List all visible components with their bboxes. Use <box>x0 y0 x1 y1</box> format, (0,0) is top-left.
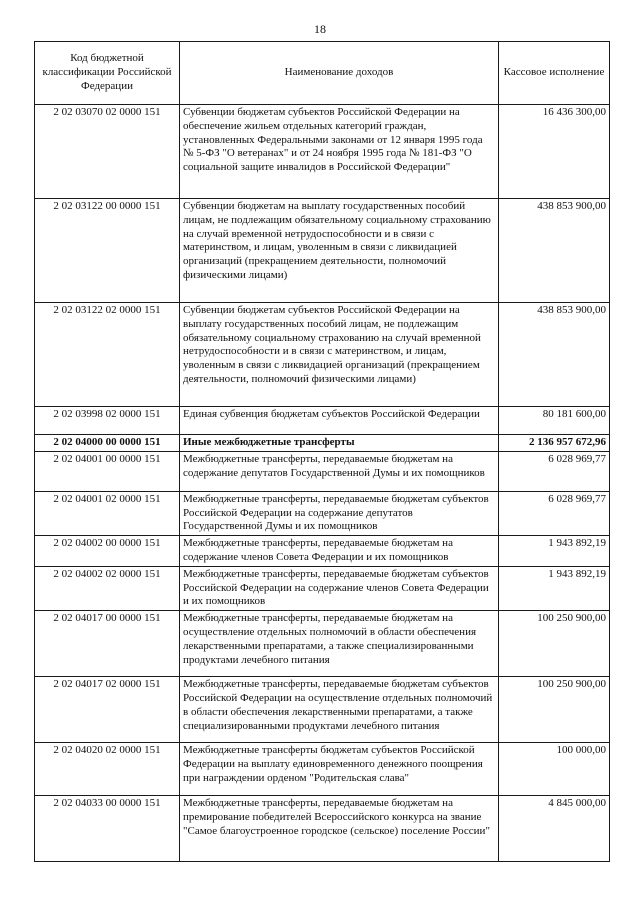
row-name: Межбюджетные трансферты, передаваемые бюджетам на содержание членов Совета Федерации и их помощников <box>180 536 499 567</box>
row-amount: 438 853 900,00 <box>499 303 610 407</box>
row-code: 2 02 04000 00 0000 151 <box>35 435 180 452</box>
table-row <box>35 611 610 677</box>
table-row <box>35 451 610 491</box>
row-name: Единая субвенция бюджетам субъектов Российской Федерации <box>180 407 499 435</box>
row-code: 2 02 03122 00 0000 151 <box>35 199 180 303</box>
row-name: Межбюджетные трансферты бюджетам субъектов Российской Федерации на выплату единовременного денежного поощрения при награждении орденом "Родительская слава" <box>180 743 499 796</box>
table-row <box>35 677 610 743</box>
row-amount: 438 853 900,00 <box>499 199 610 303</box>
row-code: 2 02 03998 02 0000 151 <box>35 407 180 435</box>
row-amount: 1 943 892,19 <box>499 566 610 610</box>
table-row <box>35 536 610 567</box>
table-row <box>35 566 610 610</box>
row-amount: 100 250 900,00 <box>499 611 610 677</box>
row-name: Субвенции бюджетам субъектов Российской Федерации на обеспечение жильем отдельных категорий граждан, установленных Федеральными законами от 12 января 1995 года № 5-ФЗ "О ветеранах" и от 24 ноября 1995 года № 181-ФЗ "О социальной защите инвалидов в Российской Федерации" <box>180 105 499 199</box>
row-code: 2 02 04001 00 0000 151 <box>35 451 180 491</box>
row-name: Межбюджетные трансферты, передаваемые бюджетам субъектов Российской Федерации на содержание членов Совета Федерации и их помощников <box>180 566 499 610</box>
header-code: Код бюджетной классификации Российской Федерации <box>35 42 180 105</box>
table-row <box>35 105 610 199</box>
table-row <box>35 743 610 796</box>
row-name: Иные межбюджетные трансферты <box>180 435 499 452</box>
row-name: Межбюджетные трансферты, передаваемые бюджетам субъектов Российской Федерации на содержание депутатов Государственной Думы и их помощников <box>180 491 499 535</box>
row-code: 2 02 04017 02 0000 151 <box>35 677 180 743</box>
row-amount: 2 136 957 672,96 <box>499 435 610 452</box>
page-number: 18 <box>314 22 326 36</box>
row-amount: 80 181 600,00 <box>499 407 610 435</box>
row-code: 2 02 03070 02 0000 151 <box>35 105 180 199</box>
row-name: Субвенции бюджетам субъектов Российской Федерации на выплату государственных пособий лицам, не подлежащим обязательному социальному страхованию на случай временной нетрудоспособности и в связи с материнством, и лицам, уволенным в связи с ликвидацией организаций (прекращением деятельности, полномочий физическими лицами) <box>180 303 499 407</box>
row-amount: 6 028 969,77 <box>499 451 610 491</box>
row-name: Субвенции бюджетам на выплату государственных пособий лицам, не подлежащим обязательному социальному страхованию на случай временной нетрудоспособности и в связи с материнством, и лицам, уволенным в связи с ликвидацией организаций (прекращением деятельности, полномочий физическими лицами) <box>180 199 499 303</box>
header-amount: Кассовое исполнение <box>499 42 610 105</box>
row-amount: 4 845 000,00 <box>499 796 610 862</box>
table-row <box>35 303 610 407</box>
row-code: 2 02 04002 02 0000 151 <box>35 566 180 610</box>
table-row <box>35 796 610 862</box>
row-amount: 16 436 300,00 <box>499 105 610 199</box>
table-row <box>35 491 610 535</box>
row-code: 2 02 03122 02 0000 151 <box>35 303 180 407</box>
table-row <box>35 435 610 452</box>
row-code: 2 02 04001 02 0000 151 <box>35 491 180 535</box>
row-code: 2 02 04020 02 0000 151 <box>35 743 180 796</box>
table-header-row <box>35 42 610 105</box>
row-name: Межбюджетные трансферты, передаваемые бюджетам субъектов Российской Федерации на осуществление отдельных полномочий в области обеспечения лекарственными препаратами, а также специализированными продуктами лечебного питания <box>180 677 499 743</box>
table-row <box>35 199 610 303</box>
table-row <box>35 407 610 435</box>
row-name: Межбюджетные трансферты, передаваемые бюджетам на осуществление отдельных полномочий в области обеспечения лекарственными препаратами, а также специализированными продуктами лечебного питания <box>180 611 499 677</box>
row-amount: 6 028 969,77 <box>499 491 610 535</box>
row-name: Межбюджетные трансферты, передаваемые бюджетам на содержание депутатов Государственной Думы и их помощников <box>180 451 499 491</box>
row-amount: 100 250 900,00 <box>499 677 610 743</box>
row-code: 2 02 04033 00 0000 151 <box>35 796 180 862</box>
header-name: Наименование доходов <box>180 42 499 105</box>
row-code: 2 02 04017 00 0000 151 <box>35 611 180 677</box>
budget-revenue-table <box>34 41 610 862</box>
row-name: Межбюджетные трансферты, передаваемые бюджетам на премирование победителей Всероссийского конкурса на звание "Самое благоустроенное городское (сельское) поселение России" <box>180 796 499 862</box>
row-amount: 1 943 892,19 <box>499 536 610 567</box>
row-amount: 100 000,00 <box>499 743 610 796</box>
row-code: 2 02 04002 00 0000 151 <box>35 536 180 567</box>
